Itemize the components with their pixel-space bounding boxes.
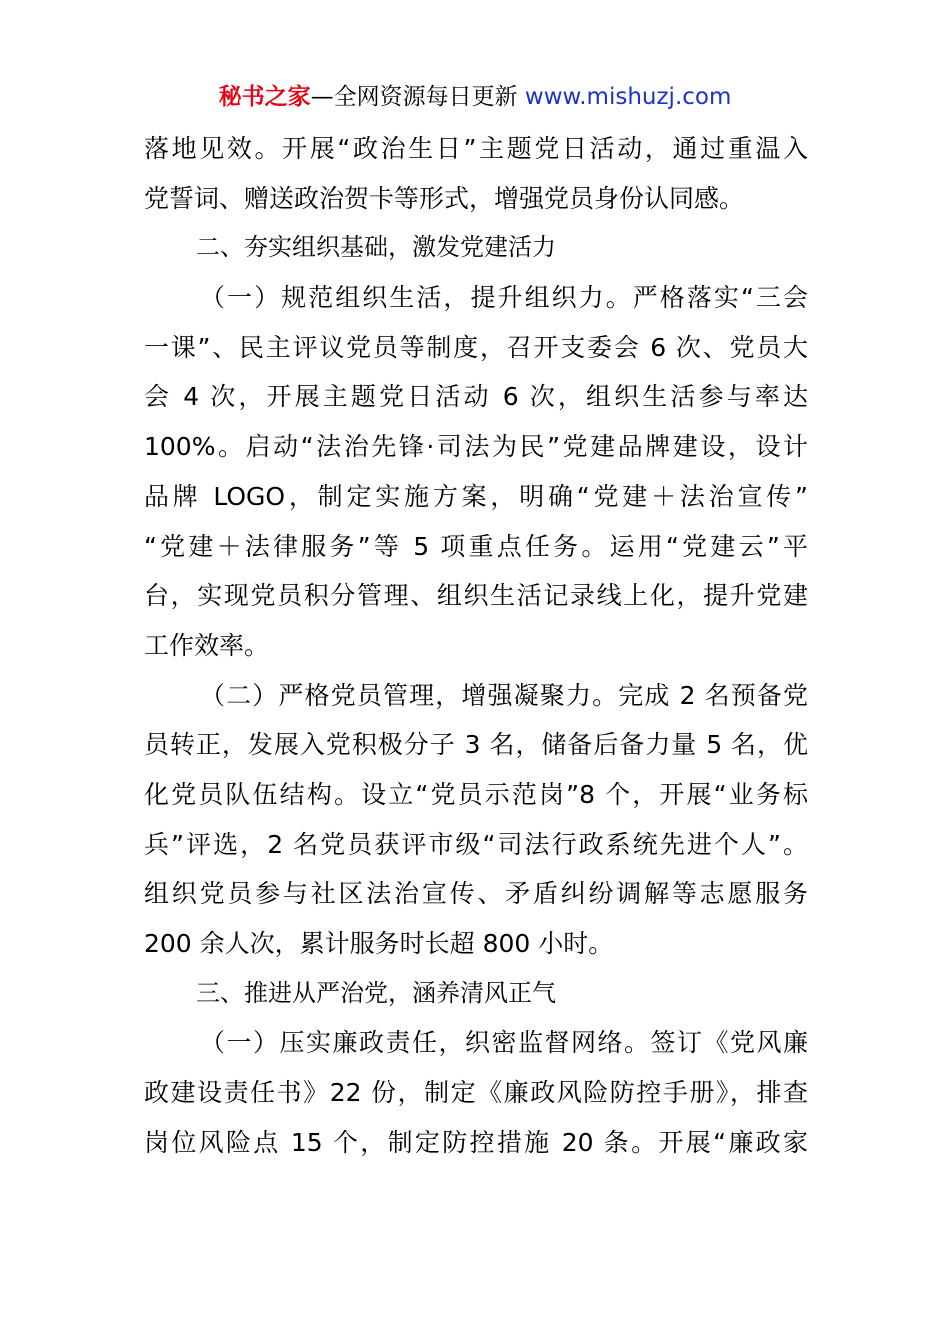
body-text-line: 党誓词、赠送政治贺卡等形式，增强党员身份认同感。 xyxy=(144,183,745,213)
body-text-line: 政建设责任书》22 份，制定《廉政风险防控手册》，排查 xyxy=(144,1078,808,1108)
body-text-line: 员转正，发展入党积极分子 3 名，储备后备力量 5 名，优 xyxy=(144,730,808,760)
subsection-first-line: （一）规范组织生活，提升组织力。严格落实“三会 xyxy=(200,283,808,313)
section-heading: 三、推进从严治党，涵养清风正气 xyxy=(196,978,556,1007)
body-text-line: 台，实现党员积分管理、组织生活记录线上化，提升党建 xyxy=(144,581,808,611)
body-text-line: 化党员队伍结构。设立“党员示范岗”8 个，开展“业务标 xyxy=(144,779,808,809)
body-text-line: 100%。启动“法治先锋·司法为民”党建品牌建设，设计 xyxy=(144,432,808,462)
body-text-line: 岗位风险点 15 个，制定防控措施 20 条。开展“廉政家 xyxy=(144,1127,808,1157)
body-text-line: 会 4 次，开展主题党日活动 6 次，组织生活参与率达 xyxy=(144,382,808,412)
body-text-line: “党建＋法律服务”等 5 项重点任务。运用“党建云”平 xyxy=(144,531,808,561)
section-heading: 二、夯实组织基础，激发党建活力 xyxy=(196,233,556,262)
body-text-line: 工作效率。 xyxy=(144,630,270,660)
body-text-line: 一课”、民主评议党员等制度，召开支委会 6 次、党员大 xyxy=(144,332,808,362)
brand-name: 秘书之家 xyxy=(218,84,311,110)
body-text-line: 200 余人次，累计服务时长超 800 小时。 xyxy=(144,929,614,958)
header-slogan: —全网资源每日更新 xyxy=(310,84,518,110)
site-watermark-header xyxy=(0,80,950,114)
subsection-first-line: （二）严格党员管理，增强凝聚力。完成 2 名预备党 xyxy=(200,680,808,710)
site-url: www.mishuzj.com xyxy=(517,84,732,110)
subsection-first-line: （一）压实廉政责任，织密监督网络。签订《党风廉 xyxy=(200,1028,808,1058)
document-body xyxy=(144,124,808,1167)
body-text-line: 兵”评选，2 名党员获评市级“司法行政系统先进个人”。 xyxy=(144,829,808,859)
body-text-line: 落地见效。开展“政治生日”主题党日活动，通过重温入 xyxy=(144,134,808,163)
body-text-line: 组织党员参与社区法治宣传、矛盾纠纷调解等志愿服务 xyxy=(144,879,808,909)
body-text-line: 品牌 LOGO，制定实施方案，明确“党建＋法治宣传” xyxy=(144,481,808,511)
